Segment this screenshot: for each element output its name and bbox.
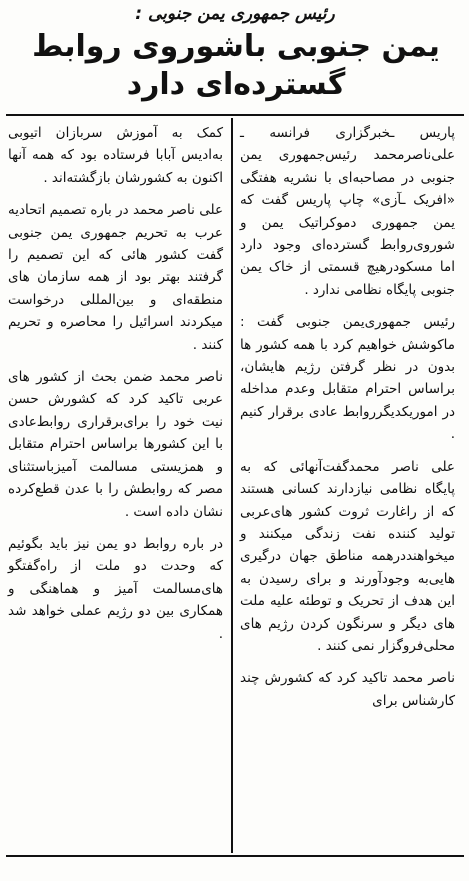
paragraph: ناصر محمد ضمن بحث از کشور های عربی تاکید کرد که کشورش حسن نیت خود را برای‌برقراری روابط‌عادی با این کشورها براساس احترام متقابل و همزیستی مسالمت آمیزباستثنای مصر که روابطش را با عدن قطع‌کرده نشان داده است . xyxy=(8,369,223,520)
headline-line-2: گسترده‌ای دارد xyxy=(126,67,346,102)
paragraph: ناصر محمد تاکید کرد که کشورش چند کارشناس برای xyxy=(240,670,455,709)
paragraph: کمک به آموزش سربازان اتیوبی به‌ادیس آبابا فرستاده بود که همه آنها اکنون به کشورشان بازگشته‌اند . xyxy=(8,125,223,186)
paragraph: رئیس جمهوری‌یمن جنوبی گفت : ماکوشش خواهیم کرد با همه کشور ها بدون در نظر گرفتن رژیم هایشان، براساس احترام متقابل وعدم مداخله در اموریکدیگرروابط عادی برقرار کنیم . xyxy=(240,314,455,443)
top-rule xyxy=(6,114,464,116)
paragraph: در باره روابط دو یمن نیز باید بگوئیم که وحدت دو ملت از راه‌گفتگو های‌مسالمت آمیز و هماهنگی و همکاری بین دو رژیم عملی خواهد شد . xyxy=(8,535,223,642)
paragraph: پاریس ـخبرگزاری فرانسه ـ علی‌ناصرمحمد رئیس‌جمهوری یمن جنوبی در مصاحبه‌ای با نشریه هفتگی «افریک ـآزی» چاپ پاریس گفت که یمن جمهوری دموکراتیک یمن و شوروی‌روابط گسترده‌ای وجود دارد اما مسکودرهیچ قسمتی از خاک یمن جنوبی پایگاه نظامی ندارد . xyxy=(240,125,455,298)
kicker: رئیس جمهوری یمن جنوبی : xyxy=(135,4,335,24)
paragraph: علی ناصر محمدگفت‌آنهائی که به‌ پایگاه نظامی نیازدارند کسانی هستند که از راغارت ثروت کشور های‌عربی تولید کننده نفت زندگی میکنند و میخواهنددرهمه مناطق جهان درگیری هایی‌به وجودآورند و برای رسیدن به این هدف از تحریک و توطئه علیه ملت های دیگر و سرنگون کردن رژیم های محلی‌فروگزار نمی کنند . xyxy=(240,458,455,654)
column-divider xyxy=(231,118,233,853)
headline-line-1: یمن جنوبی باشوروی روابط xyxy=(32,29,440,64)
paragraph: علی ناصر محمد در باره تصمیم اتحادیه عرب به تحریم جمهوری یمن جنوبی گفت کشور هائی که این تصمیم را گرفتند بهتر بود از همه سازمان های منطقه‌ای و بین‌المللی درخواست میکردند اسرائیل را محاصره و تحریم کنند . xyxy=(8,202,223,353)
right-column xyxy=(240,122,455,722)
bottom-rule xyxy=(6,855,464,857)
headline xyxy=(12,28,460,104)
left-column xyxy=(8,122,223,655)
